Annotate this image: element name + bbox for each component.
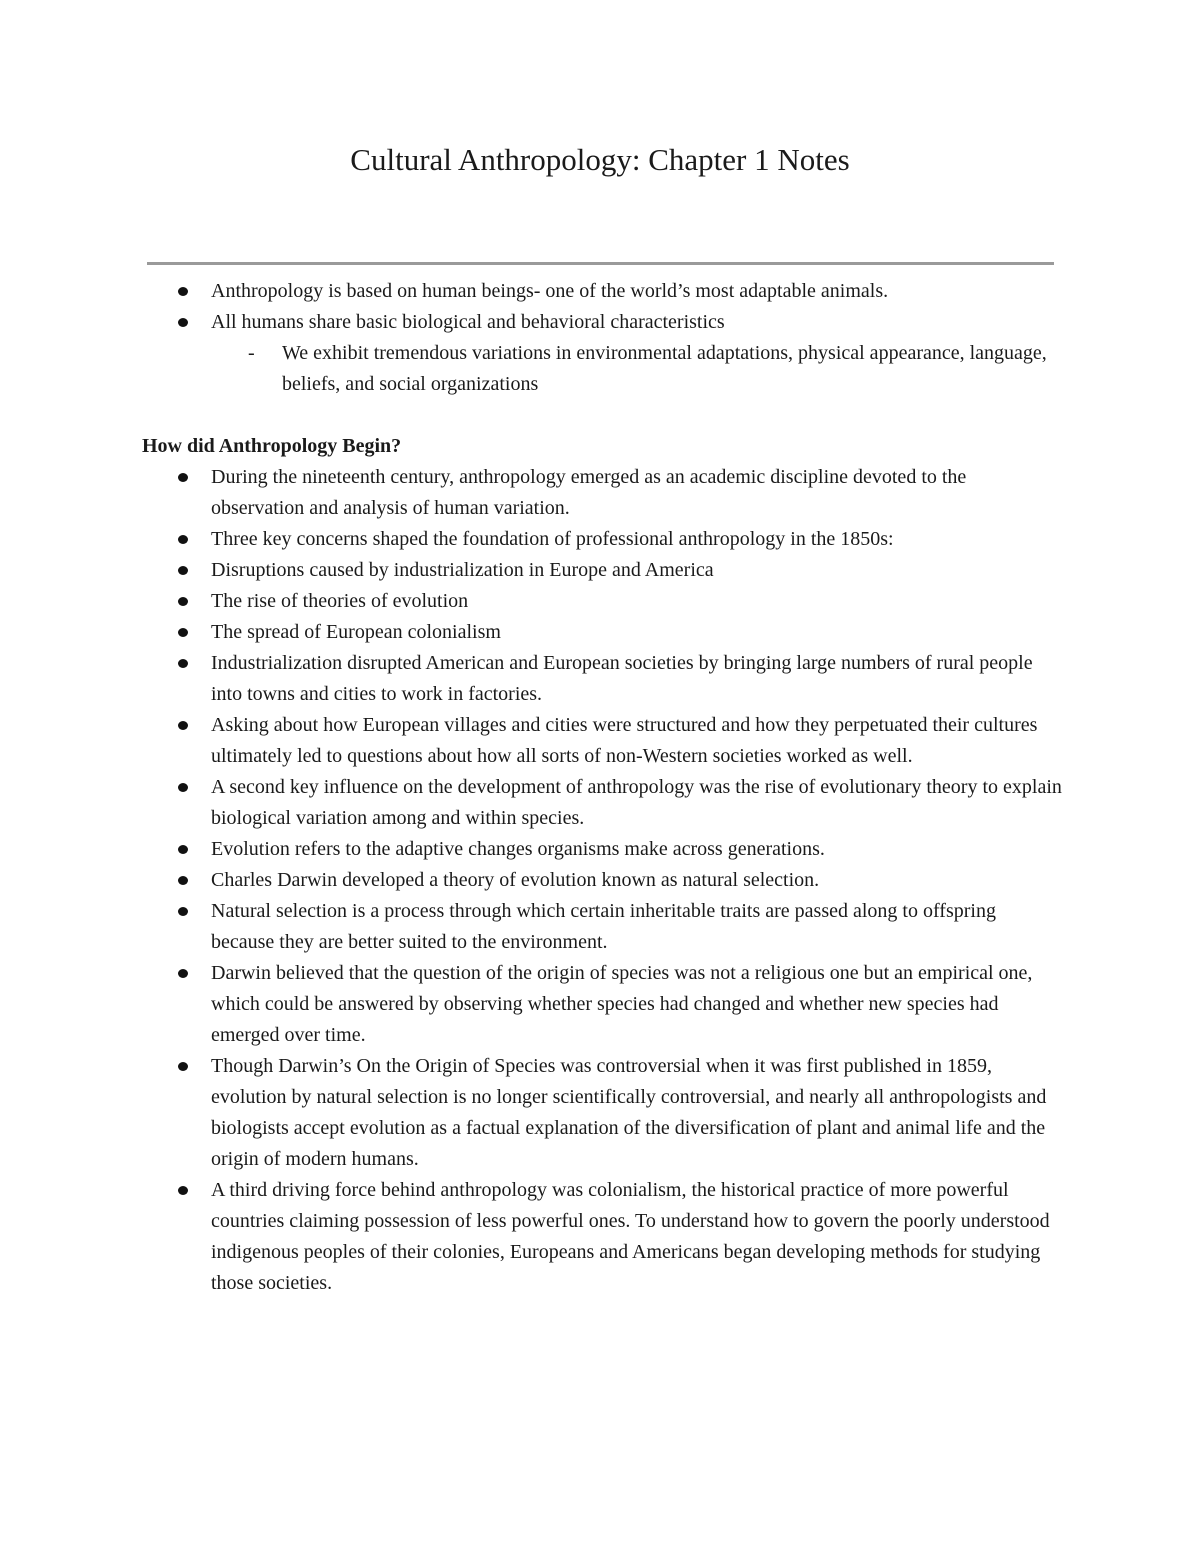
list-item	[0, 648, 1200, 710]
list-item-text: Disruptions caused by industrialization in Europe and America	[211, 559, 714, 581]
list-item-text: Darwin believed that the question of the origin of species was not a religious one but an empirical one, which could be answered by observing whether species had changed and whether new species had emerged over time.	[211, 962, 1033, 1046]
list-item-text: The rise of theories of evolution	[211, 590, 469, 612]
list-item	[0, 462, 1200, 524]
list-item-text: During the nineteenth century, anthropology emerged as an academic discipline devoted to the observation and analysis of human variation.	[211, 466, 967, 519]
dash-icon: -	[248, 342, 255, 364]
list-item	[0, 896, 1200, 958]
list-item-text: The spread of European colonialism	[211, 621, 501, 643]
intro-notes	[0, 276, 1200, 400]
list-item-text: Asking about how European villages and cities were structured and how they perpetuated their cultures ultimately led to questions about how all sorts of non-Western societies worked as well.	[211, 714, 1038, 767]
bullet-icon	[178, 721, 188, 730]
bullet-icon	[178, 876, 188, 885]
list-item-text: All humans share basic biological and behavioral characteristics	[211, 311, 725, 333]
list-item-text: Natural selection is a process through which certain inheritable traits are passed along to offspring because they are better suited to the environment.	[211, 900, 996, 953]
section-origins	[0, 431, 1200, 1299]
bullet-icon	[178, 473, 188, 482]
bullet-icon	[178, 1062, 188, 1071]
bullet-icon	[178, 1186, 188, 1195]
list-item	[0, 307, 1200, 400]
list-item	[0, 865, 1200, 896]
list-item	[0, 1051, 1200, 1175]
sub-list	[211, 338, 1062, 400]
bullet-icon	[178, 969, 188, 978]
list-item	[0, 958, 1200, 1051]
bullet-icon	[178, 659, 188, 668]
section-list	[0, 462, 1200, 1299]
list-item	[0, 555, 1200, 586]
bullet-icon	[178, 845, 188, 854]
list-item	[0, 276, 1200, 307]
list-item	[0, 710, 1200, 772]
bullet-icon	[178, 535, 188, 544]
list-item	[0, 524, 1200, 555]
list-item-text: Evolution refers to the adaptive changes organisms make across generations.	[211, 838, 825, 860]
list-item-text: Anthropology is based on human beings- one of the world’s most adaptable animals.	[211, 280, 889, 302]
document-title: Cultural Anthropology: Chapter 1 Notes	[350, 142, 850, 177]
bullet-icon	[178, 628, 188, 637]
list-item-text: Charles Darwin developed a theory of evolution known as natural selection.	[211, 869, 820, 891]
bullet-icon	[178, 783, 188, 792]
bullet-icon	[178, 287, 188, 296]
bullet-icon	[178, 566, 188, 575]
list-item	[0, 772, 1200, 834]
sub-list-item	[211, 338, 1062, 400]
list-item-text: A second key influence on the development of anthropology was the rise of evolutionary theory to explain biological variation among and within species.	[211, 776, 1062, 829]
bullet-icon	[178, 318, 188, 327]
list-item	[0, 617, 1200, 648]
list-item-text: A third driving force behind anthropology was colonialism, the historical practice of more powerful countries claiming possession of less powerful ones. To understand how to govern the poorly understood indigenous peoples of their colonies, Europeans and Americans began developing methods for studying those societies.	[211, 1179, 1050, 1294]
list-item-text: Three key concerns shaped the foundation of professional anthropology in the 1850s:	[211, 528, 894, 550]
bullet-icon	[178, 907, 188, 916]
list-item-text: Industrialization disrupted American and European societies by bringing large numbers of rural people into towns and cities to work in factories.	[211, 652, 1033, 705]
sub-list-item-text: We exhibit tremendous variations in environmental adaptations, physical appearance, language, beliefs, and social organizations	[282, 342, 1047, 395]
section-heading: How did Anthropology Begin?	[142, 435, 402, 457]
list-item-text: Though Darwin’s On the Origin of Species was controversial when it was first published in 1859, evolution by natural selection is no longer scientifically controversial, and nearly all anthropologists and biologists accept evolution as a factual explanation of the diversification of plant and animal life and the origin of modern humans.	[211, 1055, 1047, 1170]
list-item	[0, 834, 1200, 865]
title-divider	[147, 262, 1054, 265]
list-item	[0, 1175, 1200, 1299]
list-item	[0, 586, 1200, 617]
bullet-icon	[178, 597, 188, 606]
